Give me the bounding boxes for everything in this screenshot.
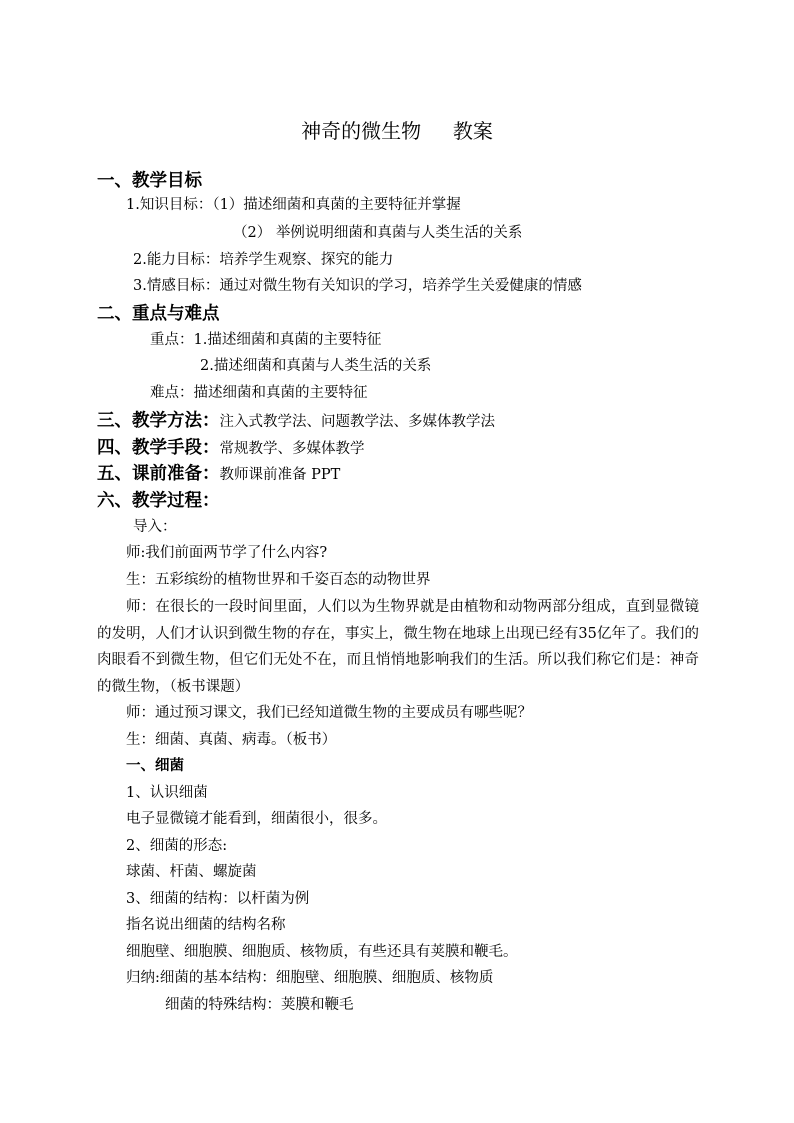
intro-label: 导入：	[133, 519, 177, 535]
heading-teaching-process: 六、教学过程：	[97, 491, 220, 511]
summary-basic-structure: 归纳:细菌的基本结构：细胞壁、细胞膜、细胞质、核物质	[126, 970, 494, 986]
item-bacteria-structure: 3、细菌的结构：以杆菌为例	[126, 891, 310, 907]
teaching-means-text: 常规教学、多媒体教学	[219, 441, 365, 457]
student-answer-2: 生：细菌、真菌、病毒。（板书）	[126, 732, 337, 748]
heading-preparation	[97, 463, 340, 486]
subheading-bacteria: 一、细菌	[126, 758, 184, 774]
item-bacteria-shape-text: 球菌、杆菌、螺旋菌	[126, 864, 257, 880]
teacher-question-2: 师：通过预习课文，我们已经知道微生物的主要成员有哪些呢？	[126, 705, 532, 721]
key-point-1: 重点：1.描述细菌和真菌的主要特征	[150, 332, 382, 348]
key-point-2: 2.描述细菌和真菌与人类生活的关系	[200, 358, 432, 374]
ability-goal: 2.能力目标：培养学生观察、探究的能力	[133, 252, 394, 268]
item-bacteria-shape: 2、细菌的形态:	[126, 838, 228, 854]
heading-teaching-means-label: 四、教学手段：	[97, 438, 220, 458]
heading-teaching-methods	[97, 410, 495, 433]
summary-special-structure: 细菌的特殊结构：荚膜和鞭毛	[165, 997, 354, 1013]
heading-key-points: 二、重点与难点	[97, 304, 220, 324]
student-answer-1: 生：五彩缤纷的植物世界和千姿百态的动物世界	[126, 572, 431, 588]
teacher-question-1: 师:我们前面两节学了什么内容?	[126, 545, 328, 561]
heading-teaching-methods-label: 三、教学方法：	[97, 411, 220, 431]
item-bacteria-structure-text-2: 细胞壁、细胞膜、细胞质、核物质，有些还具有荚膜和鞭毛。	[126, 944, 518, 960]
item-know-bacteria-text: 电子显微镜才能看到，细菌很小，很多。	[126, 811, 387, 827]
knowledge-goal-2: （2） 举例说明细菌和真菌与人类生活的关系	[233, 225, 523, 241]
preparation-text: 教师课前准备 PPT	[219, 467, 341, 483]
heading-teaching-means	[97, 437, 365, 460]
difficult-point: 难点：描述细菌和真菌的主要特征	[150, 385, 368, 401]
knowledge-goal-1: 1.知识目标：（1）描述细菌和真菌的主要特征并掌握	[126, 197, 461, 213]
teaching-methods-text: 注入式教学法、问题教学法、多媒体教学法	[219, 414, 495, 430]
item-bacteria-structure-text: 指名说出细菌的结构名称	[126, 917, 286, 933]
heading-preparation-label: 五、课前准备：	[97, 464, 220, 484]
emotion-goal: 3.情感目标：通过对微生物有关知识的学习，培养学生关爱健康的情感	[133, 278, 582, 294]
heading-teaching-goals: 一、教学目标	[97, 171, 202, 191]
item-know-bacteria: 1、认识细菌	[126, 785, 208, 801]
teacher-paragraph: 师：在很长的一段时间里面，人们以为生物界就是由植物和动物两部分组成，直到显微镜的发明，人们才认识到微生物的存在，事实上，微生物在地球上出现已经有35亿年了。我们的肉眼看不到微生物，但它们无处不在，而且悄悄地影响我们的生活。所以我们称它们是：神奇的微生物，（板书课题）	[97, 599, 699, 695]
document-title: 神奇的微生物 教案	[301, 119, 493, 143]
